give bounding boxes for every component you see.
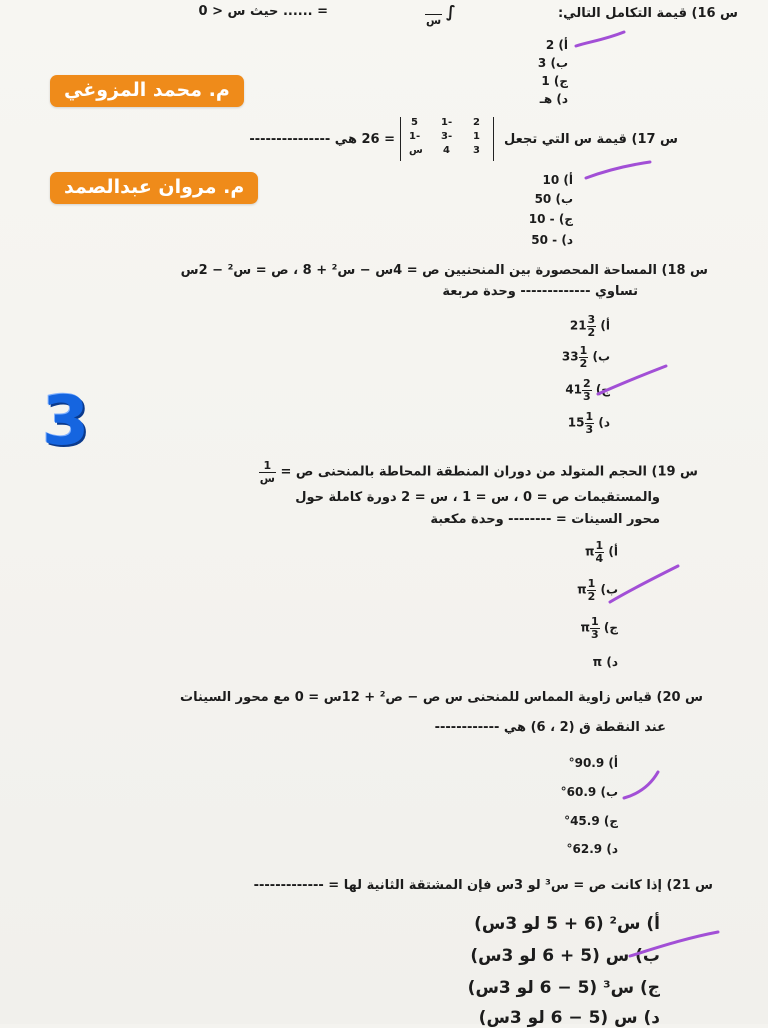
q16-option-a[interactable]: أ) 2 (545, 38, 568, 52)
q18-line-2: تساوي ------------- وحدة مربعة (442, 284, 638, 299)
q17-determinant: 2 1- 5 1 3- 1- 3 4 س (400, 117, 494, 161)
q17-option-d[interactable]: د) - 50 (531, 233, 573, 247)
q19-label: س 19) (651, 464, 698, 480)
q16-option-c[interactable]: ج) 1 (541, 74, 568, 88)
q21-option-c[interactable]: ج) س³ (5 − 6 لو 3س) (467, 978, 660, 998)
page-number: 3 (42, 382, 90, 461)
q20-label: س 20) (656, 690, 703, 705)
q19-option-b[interactable]: ب) π $\frac{1}{2}$ (577, 577, 618, 603)
q19-option-d[interactable]: د) π (592, 655, 618, 669)
q16-text: قيمة التكامل التالي: (557, 6, 687, 21)
q21-line-1: س 21) إذا كانت ص = س³ لو 3س فإن المشتقة الثانية لها = ------------- (253, 878, 713, 893)
q19-option-a[interactable]: أ) π $\frac{1}{4}$ (585, 539, 618, 565)
q20-line-1: س 20) قياس زاوية المماس للمنحنى س ص − ص² + 12س = 0 مع محور السينات (180, 690, 703, 705)
integral-sign-icon: ∫ (446, 2, 456, 22)
q17-option-b[interactable]: ب) 50 (534, 192, 573, 206)
q18-option-c[interactable]: ج) 41 $\frac{2}{3}$ (565, 377, 610, 403)
q18-option-d[interactable]: د) 15 $\frac{1}{3}$ (567, 410, 610, 436)
q19-option-c[interactable]: ج) π $\frac{1}{3}$ (580, 615, 618, 641)
q19-line-3: محور السينات = -------- وحدة مكعبة (430, 512, 660, 527)
q16-answer-mark-icon (572, 28, 628, 52)
q16-label: س 16) (691, 6, 738, 21)
q17-tail: = 26 هي --------------- (249, 132, 395, 147)
q21-label: س 21) (666, 878, 713, 893)
q18-line-1: س 18) المساحة المحصورة بين المنحنيين ص = 4س − س² + 8 ، ص = س² − 2س (180, 263, 708, 278)
q16-option-d[interactable]: د) هـ (539, 92, 568, 106)
q20-option-d[interactable]: د) 62.9° (566, 842, 618, 856)
q17-answer-mark-icon (582, 158, 654, 182)
q19-curve-fraction: $\frac{1}{\text{س}}$ (259, 459, 275, 485)
q20-option-b[interactable]: ب) 60.9° (560, 785, 618, 799)
q17-option-c[interactable]: ج) - 10 (528, 212, 573, 226)
q21-option-b[interactable]: ب) س (5 + 6 لو 3س) (470, 946, 660, 966)
q20-option-c[interactable]: ج) 45.9° (564, 814, 618, 828)
q19-line-1: س 19) الحجم المتولد من دوران المنطقة المحاطة بالمنحنى ص = $\frac{1}{\text{س}}$ (259, 459, 698, 485)
q16-option-b[interactable]: ب) 3 (537, 56, 568, 70)
teacher-badge-1: م. محمد المزوغي (50, 75, 244, 107)
q16-prompt (558, 6, 738, 21)
q20-line-2: عند النقطة ق (2 ، 6) هي ------------ (434, 720, 666, 735)
q17-prompt (504, 132, 678, 147)
q21-option-d[interactable]: د) س (5 − 6 لو 3س) (478, 1008, 660, 1028)
teacher-badge-2: م. مروان عبدالصمد (50, 172, 258, 204)
q18-label: س 18) (661, 263, 708, 278)
q20-answer-mark-icon (620, 768, 664, 802)
q20-option-a[interactable]: أ) 90.9° (568, 756, 618, 770)
q17-option-a[interactable]: أ) 10 (542, 173, 573, 187)
q17-label: س 17) (631, 132, 678, 147)
q16-tail: = ...... حيث س < 0 (198, 4, 328, 19)
q16-integral-fraction: س (425, 2, 442, 26)
q21-option-a[interactable]: أ) س² (6 + 5 لو 3س) (474, 914, 660, 934)
q18-option-a[interactable]: أ) 21 $\frac{3}{2}$ (569, 313, 610, 339)
q17-text: قيمة س التي تجعل (504, 132, 627, 147)
q19-line-2: والمستقيمات ص = 0 ، س = 1 ، س = 2 دورة كاملة حول (295, 490, 660, 505)
q16-integral (425, 2, 456, 26)
q18-option-b[interactable]: ب) 33 $\frac{1}{2}$ (561, 344, 610, 370)
